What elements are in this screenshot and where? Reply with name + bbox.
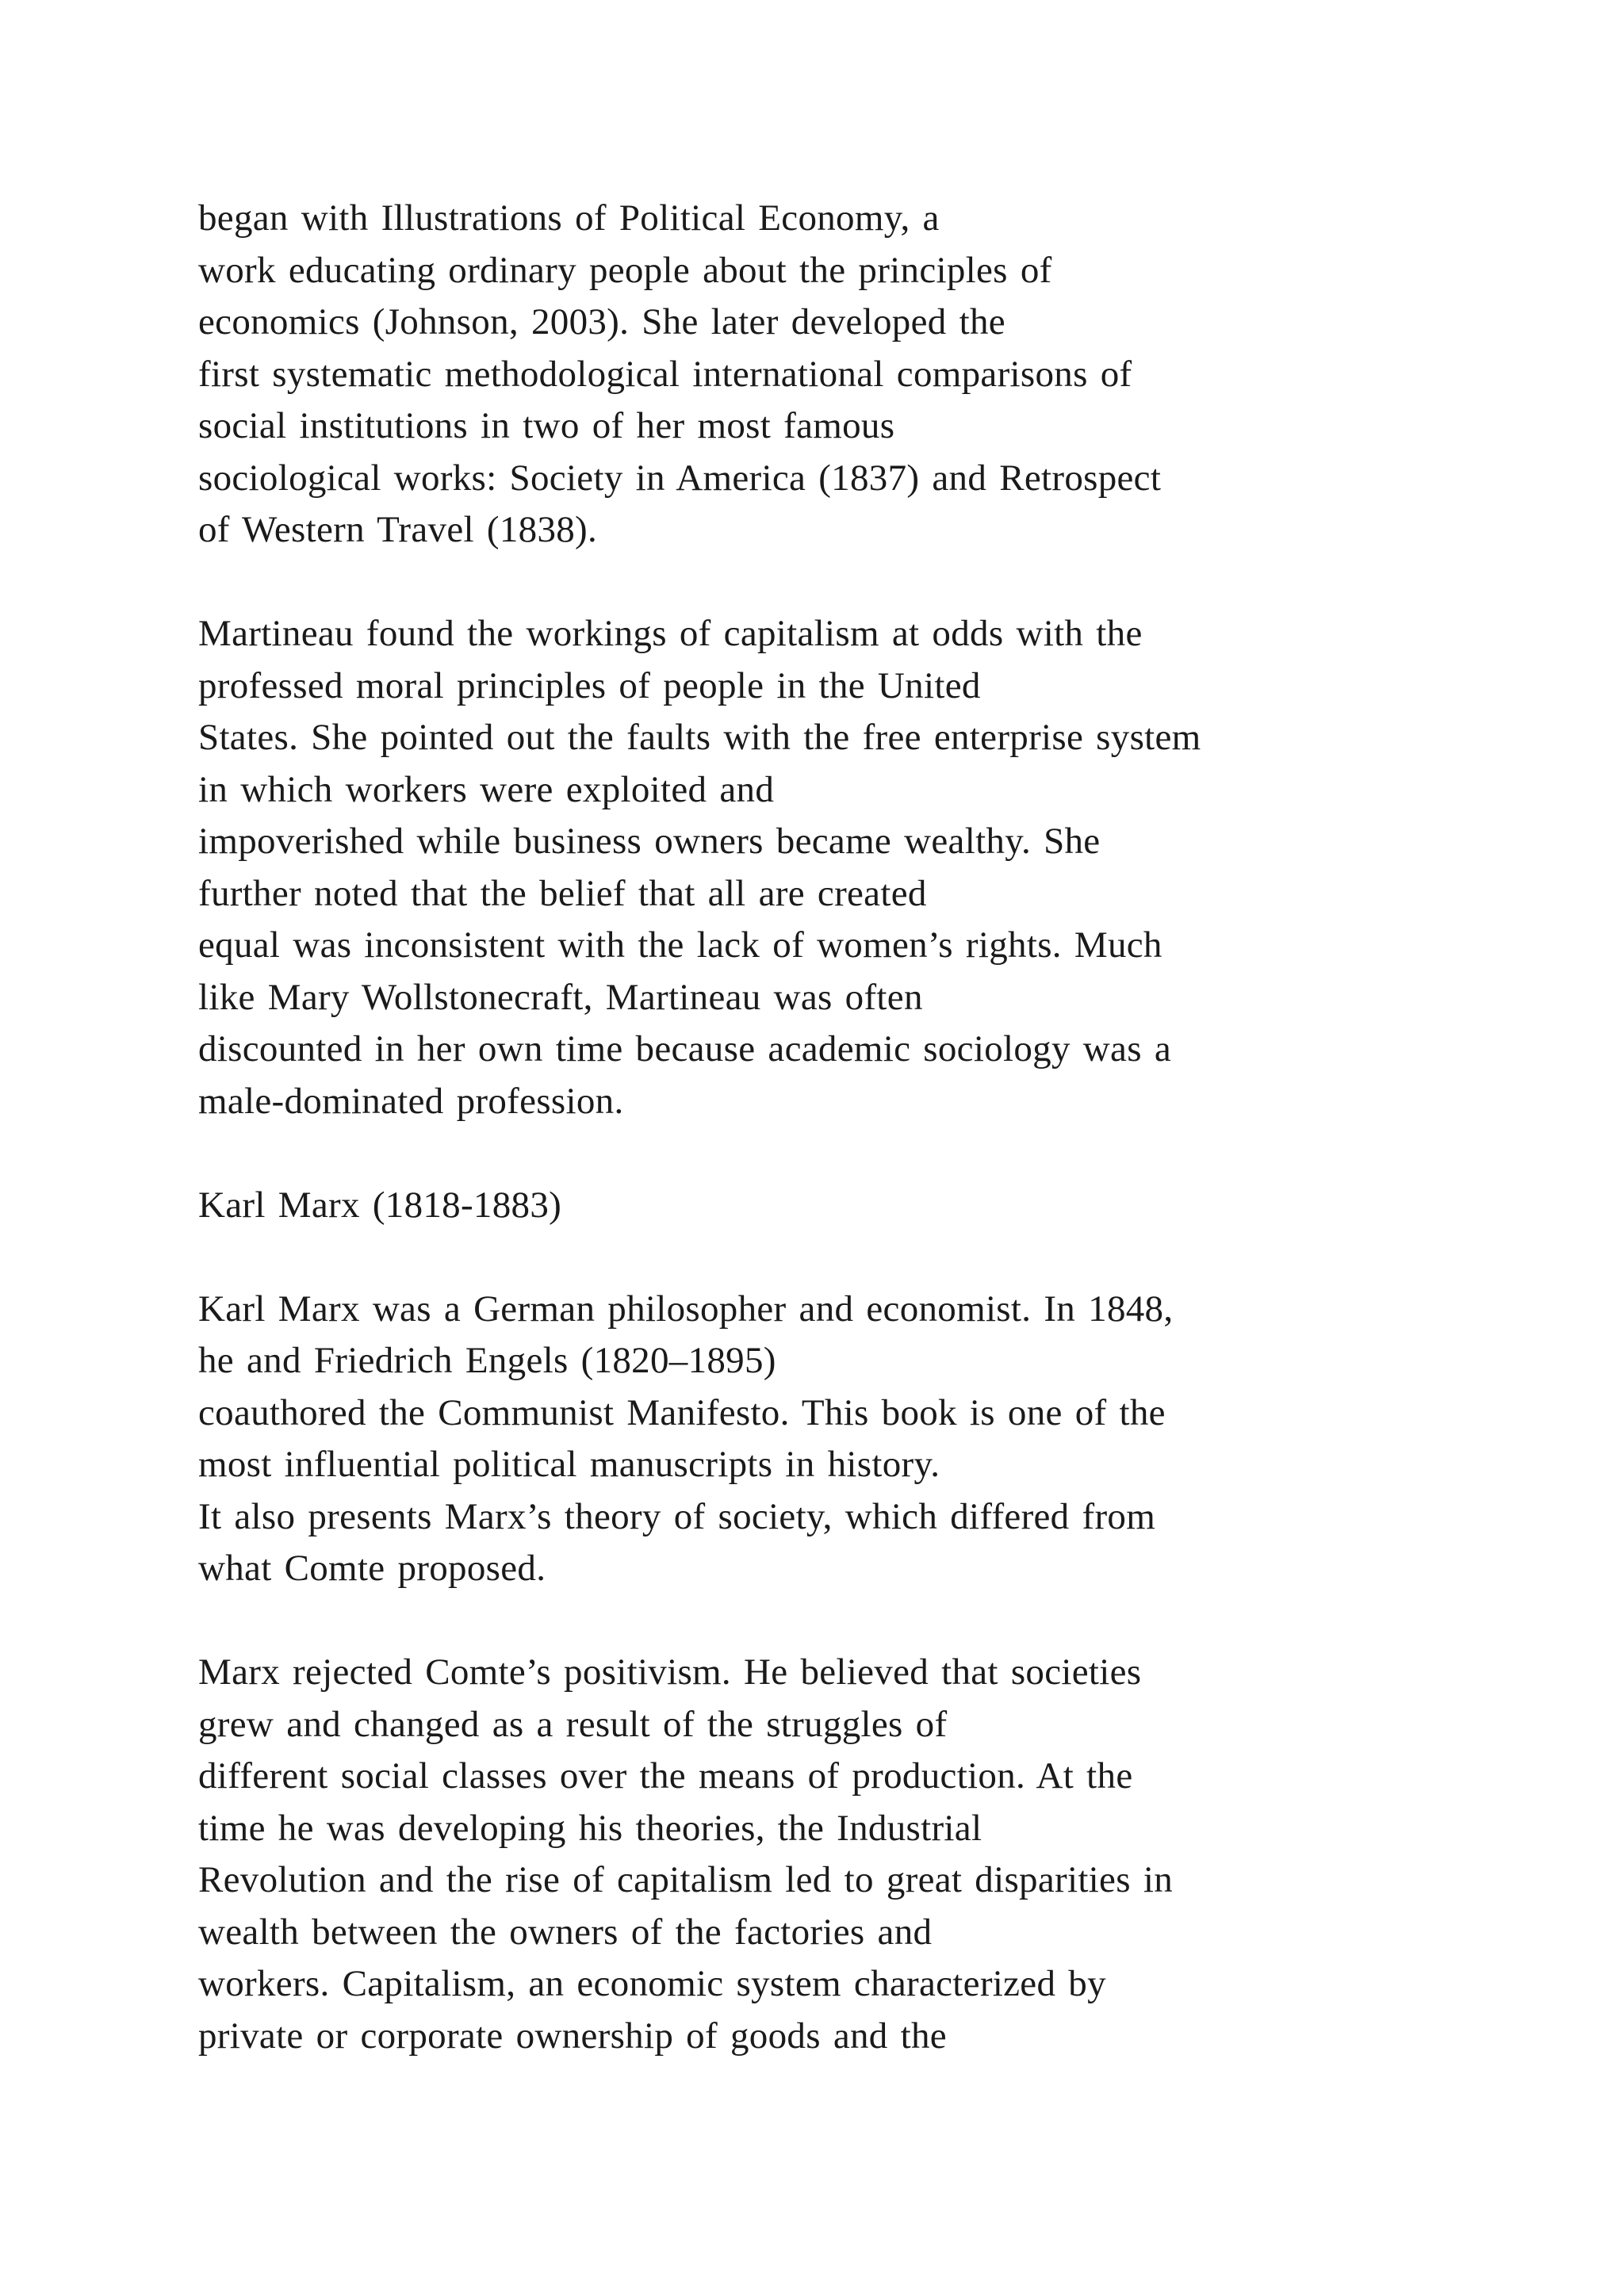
text-line: first systematic methodological international comparisons of [198,353,1132,395]
text-line: what Comte proposed. [198,1548,546,1589]
text-line: Revolution and the rise of capitalism led to great disparities in [198,1859,1173,1900]
text-line: further noted that the belief that all are created [198,872,927,914]
paragraph-marx-intro [198,1284,1610,1595]
text-line: Martineau found the workings of capitalism at odds with the [198,613,1143,654]
text-line: different social classes over the means of production. At the [198,1755,1133,1797]
text-line: he and Friedrich Engels (1820–1895) [198,1340,776,1381]
text-line: wealth between the owners of the factories and [198,1911,933,1953]
text-line: most influential political manuscripts in history. [198,1444,940,1485]
text-line: economics (Johnson, 2003). She later developed the [198,301,1005,342]
text-line: equal was inconsistent with the lack of women’s rights. Much [198,924,1162,966]
paragraph-spacer [198,1127,1610,1180]
text-line: impoverished while business owners became wealthy. She [198,821,1101,862]
text-line: coauthored the Communist Manifesto. This book is one of the [198,1391,1166,1433]
text-line: time he was developing his theories, the Industrial [198,1807,982,1849]
text-line: work educating ordinary people about the principles of [198,249,1052,291]
paragraph-spacer [198,1595,1610,1647]
text-line: Marx rejected Comte’s positivism. He believed that societies [198,1651,1142,1693]
text-line: male-dominated profession. [198,1080,624,1122]
text-line: social institutions in two of her most famous [198,405,895,446]
document-body [198,193,1610,2062]
text-line: of Western Travel (1838). [198,509,598,550]
paragraph-marx-positivism [198,1647,1610,2062]
text-line: professed moral principles of people in the United [198,664,981,706]
text-line: sociological works: Society in America (1837) and Retrospect [198,457,1162,499]
text-line: private or corporate ownership of goods and the [198,2015,947,2057]
text-line: States. She pointed out the faults with the free enterprise system [198,717,1201,758]
text-line: It also presents Marx’s theory of society, which differed from [198,1495,1156,1537]
text-line: Karl Marx was a German philosopher and economist. In 1848, [198,1288,1174,1330]
paragraph-martineau-works [198,193,1610,557]
section-heading: Karl Marx (1818-1883) [198,1184,562,1226]
text-line: discounted in her own time because academic sociology was a [198,1028,1172,1070]
text-line: in which workers were exploited and [198,768,775,810]
text-line: like Mary Wollstonecraft, Martineau was often [198,976,923,1018]
text-line: began with Illustrations of Political Economy, a [198,197,940,239]
section-heading-karl-marx [198,1180,1610,1232]
paragraph-spacer [198,1231,1610,1284]
paragraph-spacer [198,557,1610,609]
text-line: workers. Capitalism, an economic system characterized by [198,1963,1106,2004]
text-line: grew and changed as a result of the struggles of [198,1703,948,1745]
paragraph-martineau-capitalism [198,608,1610,1127]
